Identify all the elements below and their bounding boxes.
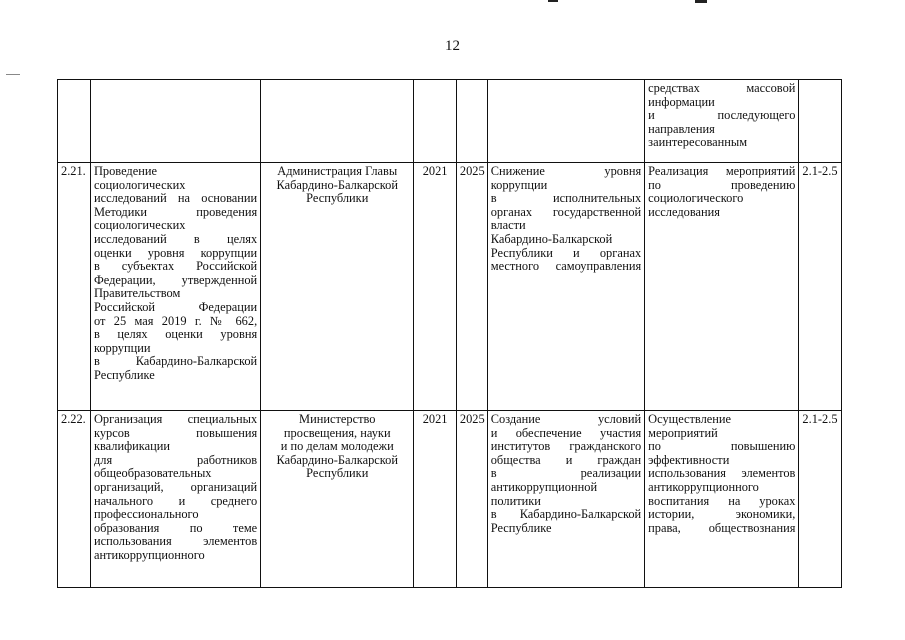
item-number [58,80,91,163]
measure-name-line: социологических [93,177,186,192]
indicator-line: и последующего [648,108,796,123]
expected-result-line: местного самоуправления [490,259,642,274]
measure-name-line: оценки уровня коррупции [93,245,258,260]
measure-name-line: Методики проведения [93,204,258,219]
indicator-line: эффективности [648,452,730,467]
measure-name-line: социологических [93,218,186,233]
expected-result-line: в исполнительных [490,191,642,206]
executor [261,80,414,163]
indicator-line: использования элементов [648,466,796,481]
expected-result-line: в реализации [490,466,642,481]
link-to-indicators: 2.1-2.5 [799,163,842,411]
indicator [645,80,799,163]
measure-name-line: коррупции [93,340,151,355]
year-start [414,80,457,163]
expected-result [487,163,644,411]
expected-result-line: общества и граждан [490,452,642,467]
link-to-indicators [799,80,842,163]
indicator-line: заинтересованным [648,135,748,150]
measure-name-line: Федерации, утвержденной [93,272,258,287]
measure-name-line: Российской Федерации [93,299,258,314]
executor-line: Республики [306,466,369,481]
expected-result [487,411,644,588]
measure-name-line: в Кабардино-Балкарской [93,354,258,369]
expected-result-line: Создание условий [490,412,642,426]
measure-name-line: в субъектах Российской [93,259,258,274]
measure-name-line: организаций, организаций [93,479,258,494]
table-row [58,80,842,163]
expected-result-line: политики [490,493,541,508]
measure-name [90,163,260,411]
measure-name-line: Правительством [93,286,181,301]
executor-line: просвещения, науки [283,425,391,440]
expected-result-line: власти [490,218,526,233]
indicator-line: социологического [648,191,744,206]
executor-line: Администрация Главы [277,164,398,178]
table-row [58,163,842,411]
year-end: 2025 [456,163,487,411]
expected-result-line: институтов гражданского [490,439,642,454]
expected-result-line: в Кабардино-Балкарской [490,507,642,522]
expected-result-line: антикоррупционной [490,479,598,494]
executor [261,411,414,588]
indicator [645,411,799,588]
item-number: 2.22. [58,411,91,588]
executor-line: Республики [306,191,369,206]
indicator-line: Осуществление [648,412,732,426]
scan-artifact-top-left [548,0,558,2]
indicator-line: антикоррупционного [648,479,759,494]
measure-name-line: общеобразовательных [93,466,212,481]
indicator-line: информации [648,94,715,109]
measure-name-line: исследований на основании [93,191,258,206]
expected-result-line: органах государственной [490,204,642,219]
scan-artifact-top-right [695,0,707,3]
measure-name-line: профессионального [93,507,199,522]
measure-name-line: использования элементов [93,534,258,549]
measures-table [57,79,842,588]
measure-name-line: от 25 мая 2019 г. № 662, [93,313,258,328]
expected-result-line: Снижение уровня [490,164,642,178]
measure-name-line: квалификации [93,439,170,454]
indicator-line: по проведению [648,177,796,192]
expected-result-line: Республики и органах [490,245,642,260]
executor-line: Кабардино-Балкарской [276,177,398,192]
indicator-line: истории, экономики, [648,507,796,522]
indicator-line: Реализация мероприятий [648,164,796,178]
expected-result-line: Кабардино-Балкарской [490,231,613,246]
year-end [456,80,487,163]
indicator-line: права, обществознания [648,520,796,535]
year-start: 2021 [414,163,457,411]
expected-result-line: коррупции [490,177,548,192]
expected-result-line: Республике [490,520,552,535]
measure-name-line: Организация специальных [93,412,258,426]
measure-name-line: в целях оценки уровня [93,327,258,342]
page-number: 12 [445,38,460,54]
indicator-line: воспитания на уроках [648,493,796,508]
measure-name-line: начального и среднего [93,493,258,508]
link-to-indicators: 2.1-2.5 [799,411,842,588]
measure-name [90,80,260,163]
item-number: 2.21. [58,163,91,411]
measure-name-line: исследований в целях [93,231,258,246]
expected-result-line: и обеспечение участия [490,425,642,440]
year-start: 2021 [414,411,457,588]
year-end: 2025 [456,411,487,588]
indicator-line: средствах массовой [648,81,796,95]
measure-name-line: антикоррупционного [93,547,205,562]
executor-line: и по делам молодежи [280,439,394,454]
measure-name-line: Республике [93,367,155,382]
measure-name-line: Проведение [93,164,157,178]
table-row [58,411,842,588]
executor [261,163,414,411]
scan-artifact-left-margin [6,74,20,75]
indicator-line: исследования [648,204,720,219]
executor-line: Кабардино-Балкарской [276,452,398,467]
indicator-line: мероприятий [648,425,718,440]
measure-name [90,411,260,588]
measure-name-line: для работников [93,452,258,467]
indicator-line: по повышению [648,439,796,454]
measure-name-line: образования по теме [93,520,258,535]
indicator-line: направления [648,121,715,136]
executor-line: Министерство [299,412,376,426]
expected-result [487,80,644,163]
indicator [645,163,799,411]
measure-name-line: курсов повышения [93,425,258,440]
